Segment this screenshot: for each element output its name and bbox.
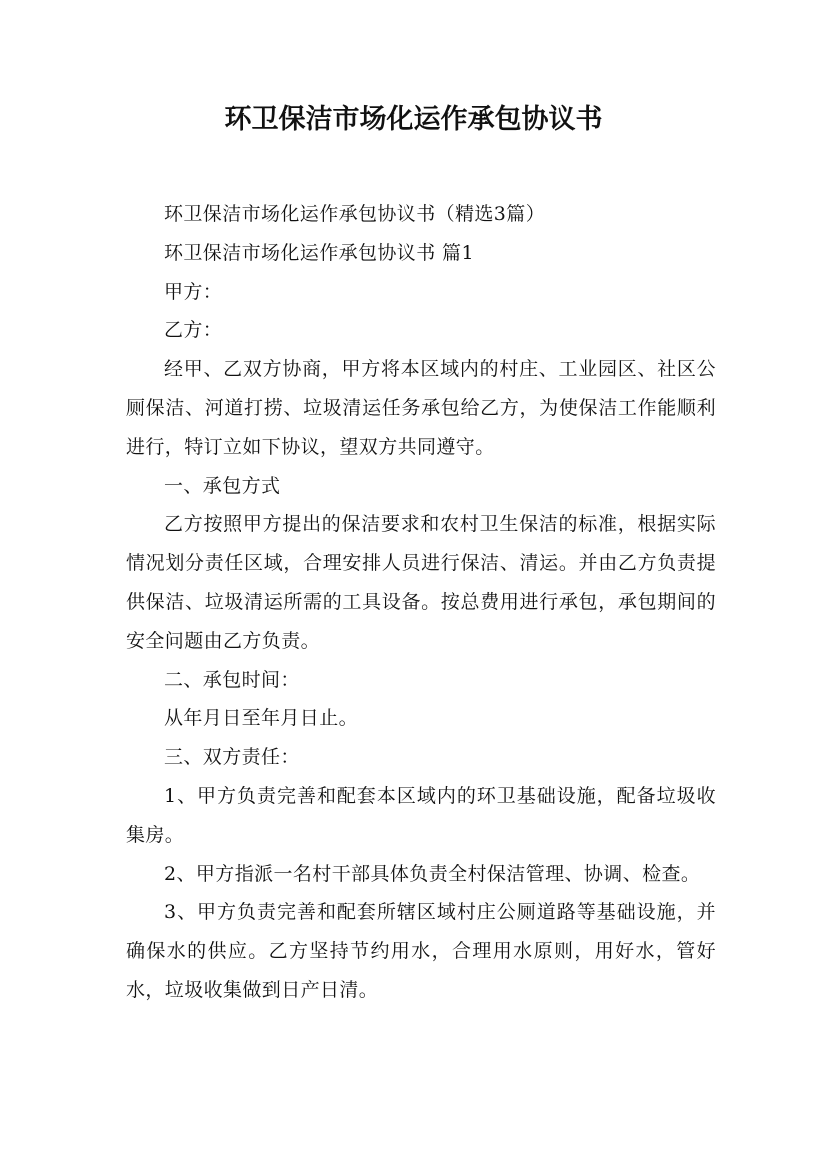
paragraph-time: 从年月日至年月日止。 (164, 707, 359, 730)
paragraph-party-a: 甲方： (164, 280, 223, 303)
paragraph-item-3: 3、甲方负责完善和配套所辖区域村庄公厕道路等基础设施，并确保水的供应。乙方坚持节约用水，合理用水原则，用好水，管好水，垃圾收集做到日产日清。 (126, 901, 716, 1001)
paragraph-item-2: 2、甲方指派一名村干部具体负责全村保洁管理、协调、检查。 (164, 862, 701, 885)
paragraph-party-b: 乙方： (164, 319, 223, 342)
paragraph-method: 乙方按照甲方提出的保洁要求和农村卫生保洁的标准，根据实际情况划分责任区域，合理安排人员进行保洁、清运。并由乙方负责提供保洁、垃圾清运所需的工具设备。按总费用进行承包，承包期间的安全问题由乙方负责。 (126, 513, 716, 652)
paragraph-heading-responsibility: 三、双方责任： (164, 746, 300, 769)
paragraph-section-heading: 环卫保洁市场化运作承包协议书 篇1 (164, 241, 474, 264)
paragraph-heading-method: 一、承包方式 (164, 474, 281, 497)
paragraph-subtitle: 环卫保洁市场化运作承包协议书（精选3篇） (164, 203, 546, 225)
document-body (126, 195, 716, 1010)
paragraph-intro: 经甲、乙双方协商，甲方将本区域内的村庄、工业园区、社区公厕保洁、河道打捞、垃圾清运任务承包给乙方，为使保洁工作能顺利进行，特订立如下协议，望双方共同遵守。 (126, 358, 716, 458)
paragraph-heading-time: 二、承包时间： (164, 668, 300, 691)
document-title: 环卫保洁市场化运作承包协议书 (224, 104, 603, 135)
paragraph-item-1: 1、甲方负责完善和配套本区域内的环卫基础设施，配备垃圾收集房。 (126, 784, 716, 846)
